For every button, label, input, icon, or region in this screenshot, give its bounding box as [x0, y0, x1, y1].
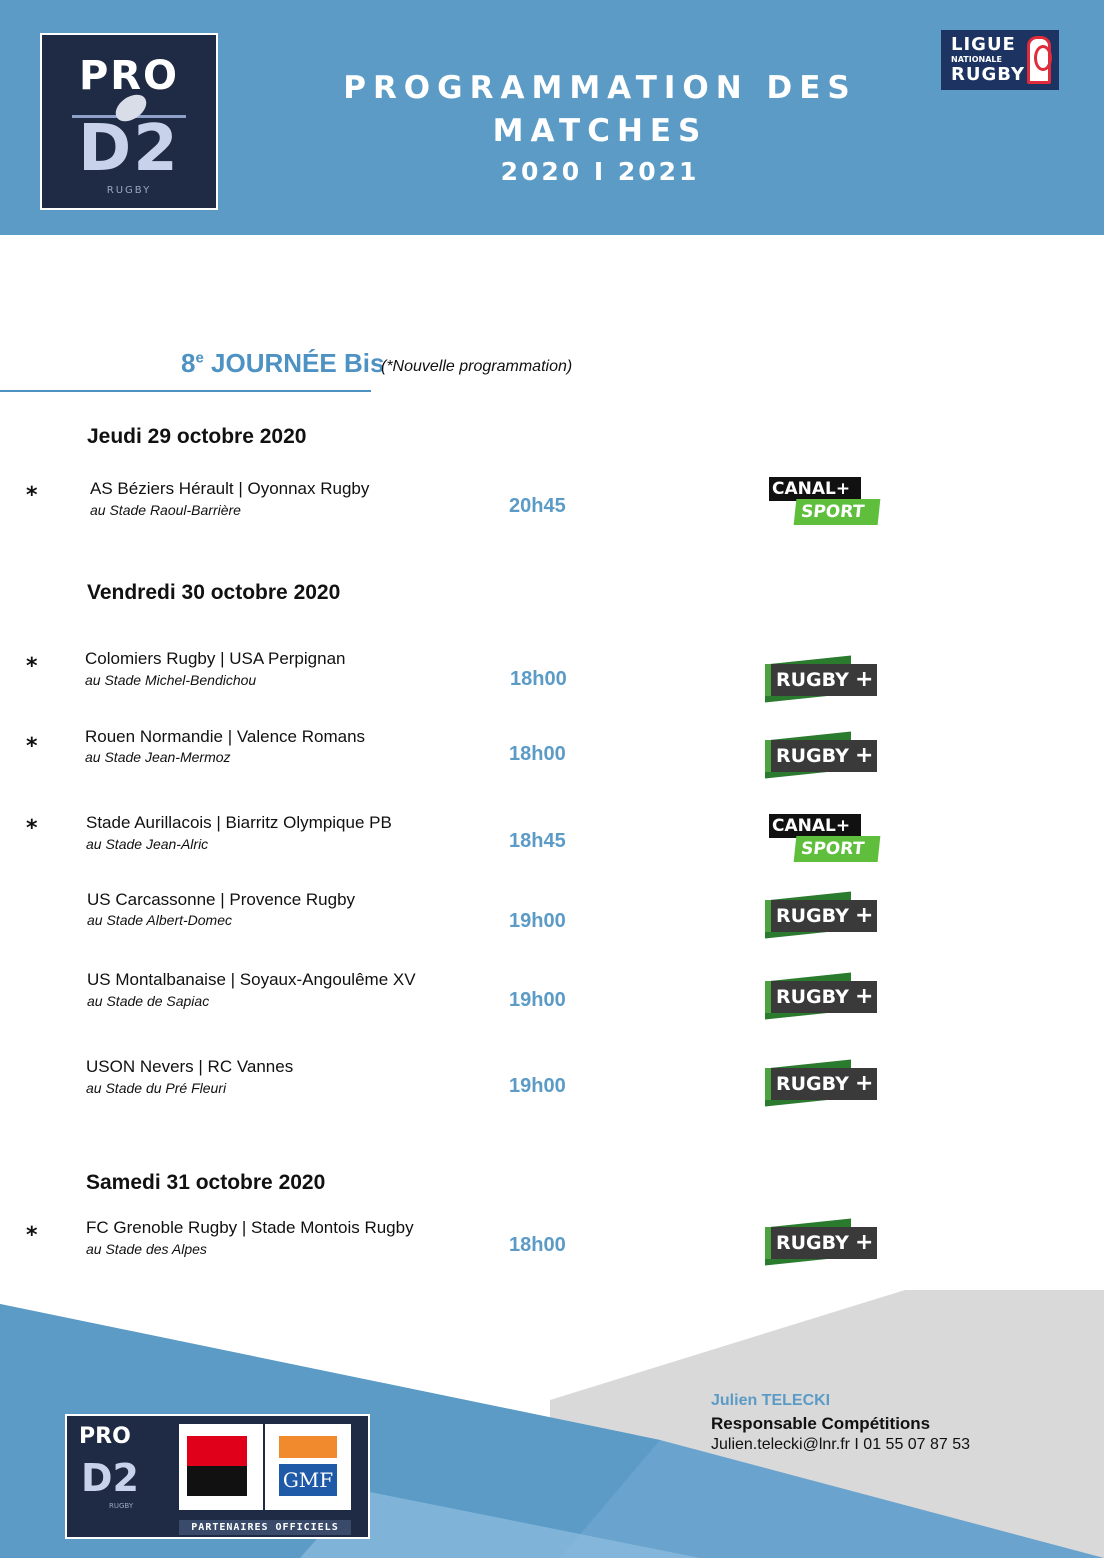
match-teams: Stade Aurillacois | Biarritz Olympique PB [86, 813, 392, 832]
new-schedule-marker: * [26, 734, 38, 759]
match-time: 19h00 [509, 1075, 566, 1097]
day-heading: Vendredi 30 octobre 2020 [87, 581, 341, 604]
match-venue: au Stade Albert-Domec [87, 912, 232, 928]
gmf-logo: GMF [265, 1424, 351, 1510]
page-title-line2: MATCHES [492, 113, 708, 149]
match-venue: au Stade Raoul-Barrière [90, 502, 241, 518]
match-teams: Colomiers Rugby | USA Perpignan [85, 649, 346, 668]
canal-plus-sport-logo: CANAL+ SPORT [769, 814, 879, 864]
contact-name: Julien TELECKI [711, 1392, 831, 1409]
match-teams: US Montalbanaise | Soyaux-Angoulême XV [87, 970, 416, 989]
partners-caption: PARTENAIRES OFFICIELS [179, 1520, 351, 1535]
partners-logo: PRO D2 RUGBY GMF PARTENAIRES OFFICIELS [65, 1414, 370, 1539]
pro-d2-logo-rugby: RUGBY [106, 185, 152, 196]
match-time: 18h00 [509, 743, 566, 765]
rugby-plus-logo: RUGBY + [765, 658, 879, 700]
match-venue: au Stade du Pré Fleuri [86, 1080, 227, 1096]
new-schedule-marker: * [26, 1223, 38, 1248]
new-schedule-marker: * [26, 816, 38, 841]
match-venue: au Stade Jean-Mermoz [85, 749, 231, 765]
new-schedule-marker: * [26, 654, 38, 679]
season-label: 2020 I 2021 [500, 157, 700, 186]
match-teams: Rouen Normandie | Valence Romans [85, 727, 366, 746]
societe-generale-logo [179, 1424, 263, 1510]
page-title-line1: PROGRAMMATION DES [343, 70, 857, 106]
rugby-plus-logo: RUGBY + [765, 1062, 879, 1104]
match-teams: USON Nevers | RC Vannes [86, 1057, 294, 1076]
lnr-emblem-icon [1027, 36, 1051, 84]
pro-d2-logo-d2: D2 [78, 112, 180, 186]
new-schedule-marker: * [26, 483, 38, 508]
round-note: (*Nouvelle programmation) [381, 358, 573, 375]
day-heading: Jeudi 29 octobre 2020 [87, 425, 307, 448]
pro-d2-logo [40, 33, 218, 210]
header-banner [0, 0, 1104, 235]
pro-d2-logo-pro: PRO [78, 53, 180, 99]
match-teams: US Carcassonne | Provence Rugby [87, 890, 356, 909]
match-venue: au Stade Jean-Alric [86, 836, 209, 852]
match-time: 19h00 [509, 989, 566, 1011]
round-title: 8e JOURNÉE Bis [181, 348, 385, 378]
contact-info[interactable]: Julien.telecki@lnr.fr I 01 55 07 87 53 [711, 1436, 971, 1453]
rugby-plus-logo: RUGBY + [765, 734, 879, 776]
match-venue: au Stade de Sapiac [87, 993, 210, 1009]
day-heading: Samedi 31 octobre 2020 [86, 1171, 326, 1194]
lnr-logo: LIGUE NATIONALE RUGBY [941, 30, 1059, 90]
rugby-plus-logo: RUGBY + [765, 975, 879, 1017]
match-time: 19h00 [509, 910, 566, 932]
rugby-plus-logo: RUGBY + [765, 894, 879, 936]
match-time: 18h00 [509, 1234, 566, 1256]
rugby-plus-logo: RUGBY + [765, 1221, 879, 1263]
match-venue: au Stade Michel-Bendichou [85, 672, 257, 688]
match-time: 20h45 [509, 495, 566, 517]
match-venue: au Stade des Alpes [86, 1241, 207, 1257]
match-time: 18h00 [510, 668, 567, 690]
match-teams: AS Béziers Hérault | Oyonnax Rugby [90, 479, 370, 498]
round-divider [0, 390, 371, 392]
match-time: 18h45 [509, 830, 566, 852]
match-teams: FC Grenoble Rugby | Stade Montois Rugby [86, 1218, 414, 1237]
contact-role: Responsable Compétitions [711, 1414, 931, 1433]
canal-plus-sport-logo: CANAL+ SPORT [769, 477, 879, 527]
